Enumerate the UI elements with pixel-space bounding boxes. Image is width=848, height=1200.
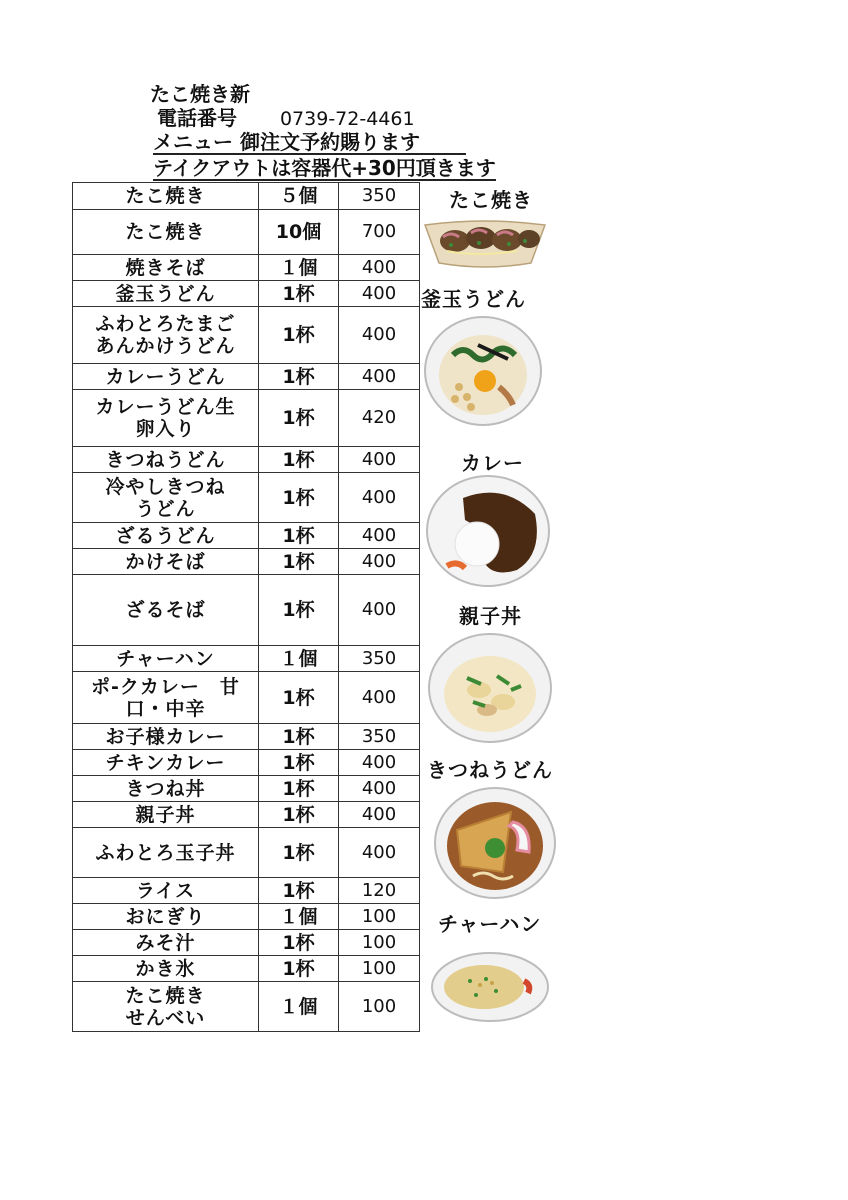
photo-label-chahan: チャーハン — [438, 912, 542, 936]
menu-item-name: お子様カレー — [73, 724, 259, 750]
menu-table — [72, 182, 420, 1032]
menu-item-price: 400 — [339, 575, 420, 646]
menu-item-name: 焼きそば — [73, 255, 259, 281]
menu-row — [73, 364, 420, 390]
menu-item-price: 700 — [339, 210, 420, 255]
menu-item-name: たこ焼き — [73, 210, 259, 255]
menu-table-body — [73, 183, 420, 1032]
oyakodon-photo — [427, 632, 553, 744]
menu-item-qty: 1杯 — [259, 523, 339, 549]
menu-row — [73, 982, 420, 1032]
menu-row — [73, 724, 420, 750]
menu-item-qty: 1杯 — [259, 364, 339, 390]
menu-row — [73, 904, 420, 930]
menu-item-qty: 1杯 — [259, 390, 339, 447]
menu-row — [73, 307, 420, 364]
menu-item-qty: 10個 — [259, 210, 339, 255]
menu-item-qty: １個 — [259, 255, 339, 281]
photo-label-curry: カレー — [461, 451, 524, 475]
menu-item-qty: 1杯 — [259, 776, 339, 802]
menu-item-price: 400 — [339, 281, 420, 307]
menu-item-price: 100 — [339, 956, 420, 982]
menu-row — [73, 802, 420, 828]
kamatama-udon-photo — [423, 315, 543, 427]
menu-row — [73, 930, 420, 956]
menu-row — [73, 549, 420, 575]
photo-label-kitsune: きつねうどん — [427, 758, 553, 782]
phone-number: 0739-72-4461 — [279, 108, 415, 130]
menu-item-qty: ５個 — [259, 183, 339, 210]
menu-item-name: 親子丼 — [73, 802, 259, 828]
shop-name: たこ焼き新 — [150, 82, 250, 106]
takoyaki-photo — [421, 213, 549, 271]
menu-item-qty: 1杯 — [259, 473, 339, 523]
menu-item-name: かき氷 — [73, 956, 259, 982]
menu-item-price: 350 — [339, 183, 420, 210]
menu-item-qty: 1杯 — [259, 672, 339, 724]
menu-row — [73, 575, 420, 646]
menu-row — [73, 183, 420, 210]
menu-item-name: 冷やしきつね うどん — [73, 473, 259, 523]
photo-label-oyakodon: 親子丼 — [459, 604, 522, 628]
menu-item-qty: 1杯 — [259, 575, 339, 646]
menu-item-price: 400 — [339, 523, 420, 549]
menu-item-price: 400 — [339, 549, 420, 575]
menu-item-price: 100 — [339, 904, 420, 930]
menu-item-price: 400 — [339, 255, 420, 281]
menu-item-qty: １個 — [259, 982, 339, 1032]
menu-item-price: 400 — [339, 364, 420, 390]
menu-item-name: たこ焼き — [73, 183, 259, 210]
menu-item-qty: 1杯 — [259, 750, 339, 776]
menu-item-name: チキンカレー — [73, 750, 259, 776]
menu-row — [73, 473, 420, 523]
menu-row — [73, 878, 420, 904]
menu-item-name: ライス — [73, 878, 259, 904]
menu-item-name: ざるうどん — [73, 523, 259, 549]
menu-item-price: 100 — [339, 930, 420, 956]
menu-item-name: ざるそば — [73, 575, 259, 646]
menu-item-name: カレーうどん — [73, 364, 259, 390]
menu-item-name: かけそば — [73, 549, 259, 575]
menu-item-qty: 1杯 — [259, 956, 339, 982]
kitsune-udon-photo — [433, 786, 557, 900]
menu-row — [73, 646, 420, 672]
curry-photo — [425, 474, 551, 588]
menu-item-name: ふわとろ玉子丼 — [73, 828, 259, 878]
menu-item-price: 400 — [339, 802, 420, 828]
phone-label: 電話番号 — [157, 106, 237, 130]
menu-item-price: 120 — [339, 878, 420, 904]
menu-row — [73, 956, 420, 982]
takeout-note: テイクアウトは容器代+30円頂きます — [153, 156, 496, 180]
menu-item-qty: 1杯 — [259, 724, 339, 750]
menu-item-name: チャーハン — [73, 646, 259, 672]
menu-item-price: 400 — [339, 672, 420, 724]
menu-item-price: 400 — [339, 307, 420, 364]
menu-row — [73, 390, 420, 447]
menu-item-name: ふわとろたまご あんかけうどん — [73, 307, 259, 364]
menu-item-price: 350 — [339, 646, 420, 672]
menu-row — [73, 776, 420, 802]
menu-item-qty: 1杯 — [259, 930, 339, 956]
menu-item-price: 400 — [339, 473, 420, 523]
menu-row — [73, 523, 420, 549]
menu-row — [73, 255, 420, 281]
menu-item-qty: 1杯 — [259, 828, 339, 878]
photo-label-takoyaki: たこ焼き — [449, 188, 533, 212]
menu-item-price: 400 — [339, 776, 420, 802]
menu-item-name: きつねうどん — [73, 447, 259, 473]
menu-row — [73, 750, 420, 776]
chahan-photo — [430, 951, 550, 1023]
menu-item-price: 350 — [339, 724, 420, 750]
menu-item-price: 400 — [339, 828, 420, 878]
menu-item-qty: 1杯 — [259, 447, 339, 473]
menu-item-qty: 1杯 — [259, 878, 339, 904]
menu-item-qty: 1杯 — [259, 281, 339, 307]
menu-item-qty: 1杯 — [259, 802, 339, 828]
menu-item-price: 420 — [339, 390, 420, 447]
menu-item-name: 釜玉うどん — [73, 281, 259, 307]
menu-item-name: みそ汁 — [73, 930, 259, 956]
phone-line — [157, 107, 415, 130]
menu-row — [73, 281, 420, 307]
menu-row — [73, 447, 420, 473]
photo-label-kamatama: 釜玉うどん — [421, 287, 526, 311]
menu-item-price: 400 — [339, 750, 420, 776]
menu-item-name: ポ-クカレー 甘 口・中辛 — [73, 672, 259, 724]
menu-item-price: 100 — [339, 982, 420, 1032]
menu-item-name: きつね丼 — [73, 776, 259, 802]
menu-item-price: 400 — [339, 447, 420, 473]
menu-item-name: カレーうどん生 卵入り — [73, 390, 259, 447]
menu-note: メニュー 御注文予約賜ります — [153, 131, 466, 155]
menu-item-qty: １個 — [259, 904, 339, 930]
menu-row — [73, 210, 420, 255]
menu-item-qty: １個 — [259, 646, 339, 672]
menu-item-qty: 1杯 — [259, 549, 339, 575]
menu-item-name: おにぎり — [73, 904, 259, 930]
menu-row — [73, 828, 420, 878]
menu-item-qty: 1杯 — [259, 307, 339, 364]
menu-item-name: たこ焼き せんべい — [73, 982, 259, 1032]
menu-row — [73, 672, 420, 724]
